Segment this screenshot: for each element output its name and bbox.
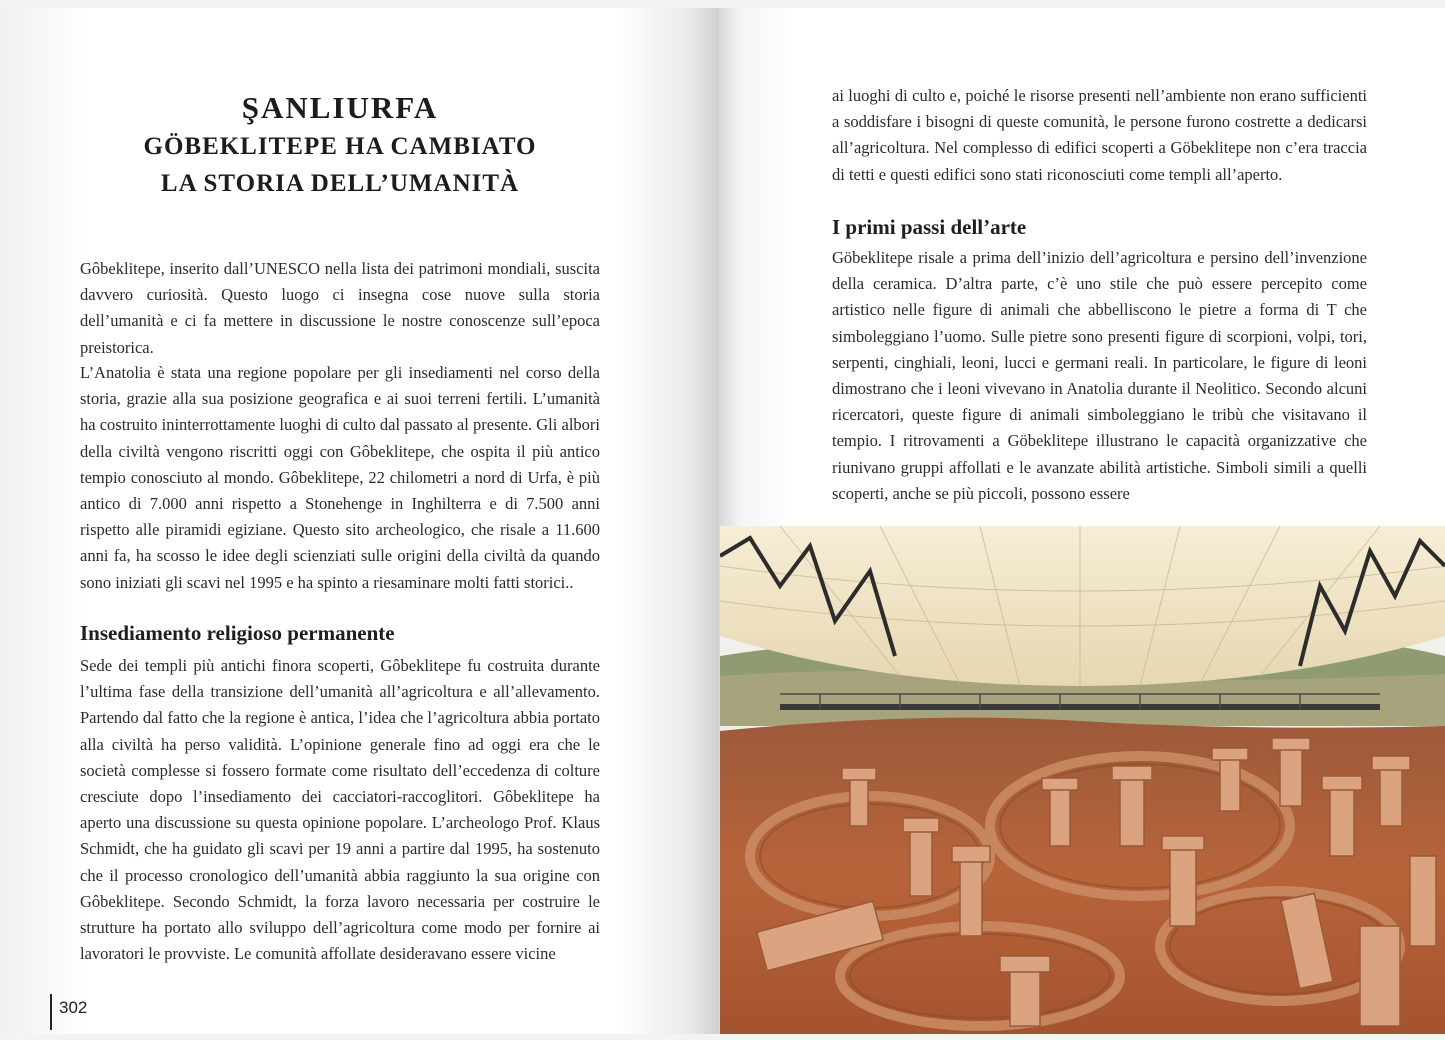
chapter-title-block (80, 88, 600, 202)
intro-paragraph: Gôbeklitepe, inserito dall’UNESCO nella lista dei patrimoni mondiali, suscita davvero curiosità. Questo luogo ci insegna cose nuove sulla storia dell’umanità e ci fa mettere in discussione le nostre conoscenze sull’epoca preistorica. (80, 259, 600, 357)
section-paragraph-arte: Göbeklitepe risale a prima dell’inizio dell’agricoltura e persino dell’invenzione della ceramica. D’altra parte, c’è uno stile che può essere percepito come artistico nelle figure di animali che abbelliscono le pietre a forma di T che simboleggiano l’uomo. Sulle pietre sono presenti figure di scorpioni, volpi, tori, serpenti, cinghiali, leoni, lucci e germani reali. In particolare, le figure di leoni dimostrano che i leoni vivevano in Anatolia durante il Neolitico. Secondo alcuni ricercatori, queste figure di animali simboleggiano le tribù che visitavano il tempio. I ritrovamenti a Göbeklitepe illustrano le capacità organizzative che riunivano gruppi affollati e le avanzate abilità artistiche. Simboli simili a quelli scoperti, anche se più piccoli, possono essere (832, 248, 1367, 503)
anatolia-paragraph: L’Anatolia è stata una regione popolare per gli insediamenti nel corso della storia, grazie alla sua posizione geografica e ai suoi terreni fertili. L’umanità ha costruito ininterrottamente luoghi di culto dal passato al presente. Gli albori della civiltà vengono riscritti oggi con Gôbeklitepe, che ospita il più antico tempio conosciuto al mondo. Gôbeklitepe, 22 chilometri a nord di Urfa, è più antico di 7.000 anni rispetto a Stonehenge in Inghilterra e di 7.500 anni rispetto alle piramidi egiziane. Questo sito archeologico, che risale a 11.600 anni fa, ha scosso le idee degli scienziati sulle origini della civiltà da quando sono iniziati gli scavi nel 1995 e ha spinto a riesaminare molti fatti storici.. (80, 363, 600, 592)
chapter-title: ŞANLIURFA (241, 90, 439, 125)
chapter-subtitle-line-2: LA STORIA DELL’UMANITÀ (160, 170, 520, 197)
continuation-block (832, 83, 1367, 188)
anatolia-paragraph-block (80, 360, 600, 596)
section-paragraph-insediamento: Sede dei templi più antichi finora scoperti, Gôbeklitepe fu costruita durante l’ultima fase della transizione dell’umanità all’agricoltura e all’allevamento. Partendo dal fatto che la regione è antica, l’idea che l’agricoltura abbia portato alla civiltà ha perso validità. L’opinione generale fino ad oggi era che le società complesse si fossero formate come risultato dell’eccedenza di colture cresciute dopo l’insediamento dei cacciatori-raccoglitori. Gôbeklitepe ha aperto una discussione su questa opinione popolare. L’archeologo Prof. Klaus Schmidt, che ha guidato gli scavi per 19 anni a partire dal 1995, ha sostenuto che il processo cronologico dell’umanità abbia raggiunto la sua origine con Gôbeklitepe. Secondo Schmidt, la forza lavoro necessaria per costruire le strutture ha portato allo sviluppo dell’agricoltura come modo per fornire ai lavoratori le provviste. Le comunità affollate desideravano essere vicine (80, 656, 600, 964)
right-section-block (832, 213, 1367, 507)
continuation-paragraph: ai luoghi di culto e, poiché le risorse presenti nell’ambiente non erano sufficienti a soddisfare i bisogni di queste comunità, le persone furono costrette a dedicarsi all’agricoltura. Nel complesso di edifici scoperti a Göbeklitepe non c’era traccia di tetti e questi edifici sono stati riconosciuti come templi all’aperto. (832, 86, 1367, 184)
gobeklitepe-photo (720, 526, 1445, 1034)
chapter-subtitle-line-1: GÖBEKLITEPE HA CAMBIATO (143, 133, 537, 160)
section-heading-arte: I primi passi dell’arte (832, 215, 1027, 239)
section-heading-insediamento: Insediamento religioso permanente (80, 621, 395, 645)
intro-paragraph-block (80, 256, 600, 361)
excavation-illustration (720, 526, 1445, 1034)
left-section-block (80, 619, 600, 967)
page-number: 302 (50, 994, 87, 1030)
